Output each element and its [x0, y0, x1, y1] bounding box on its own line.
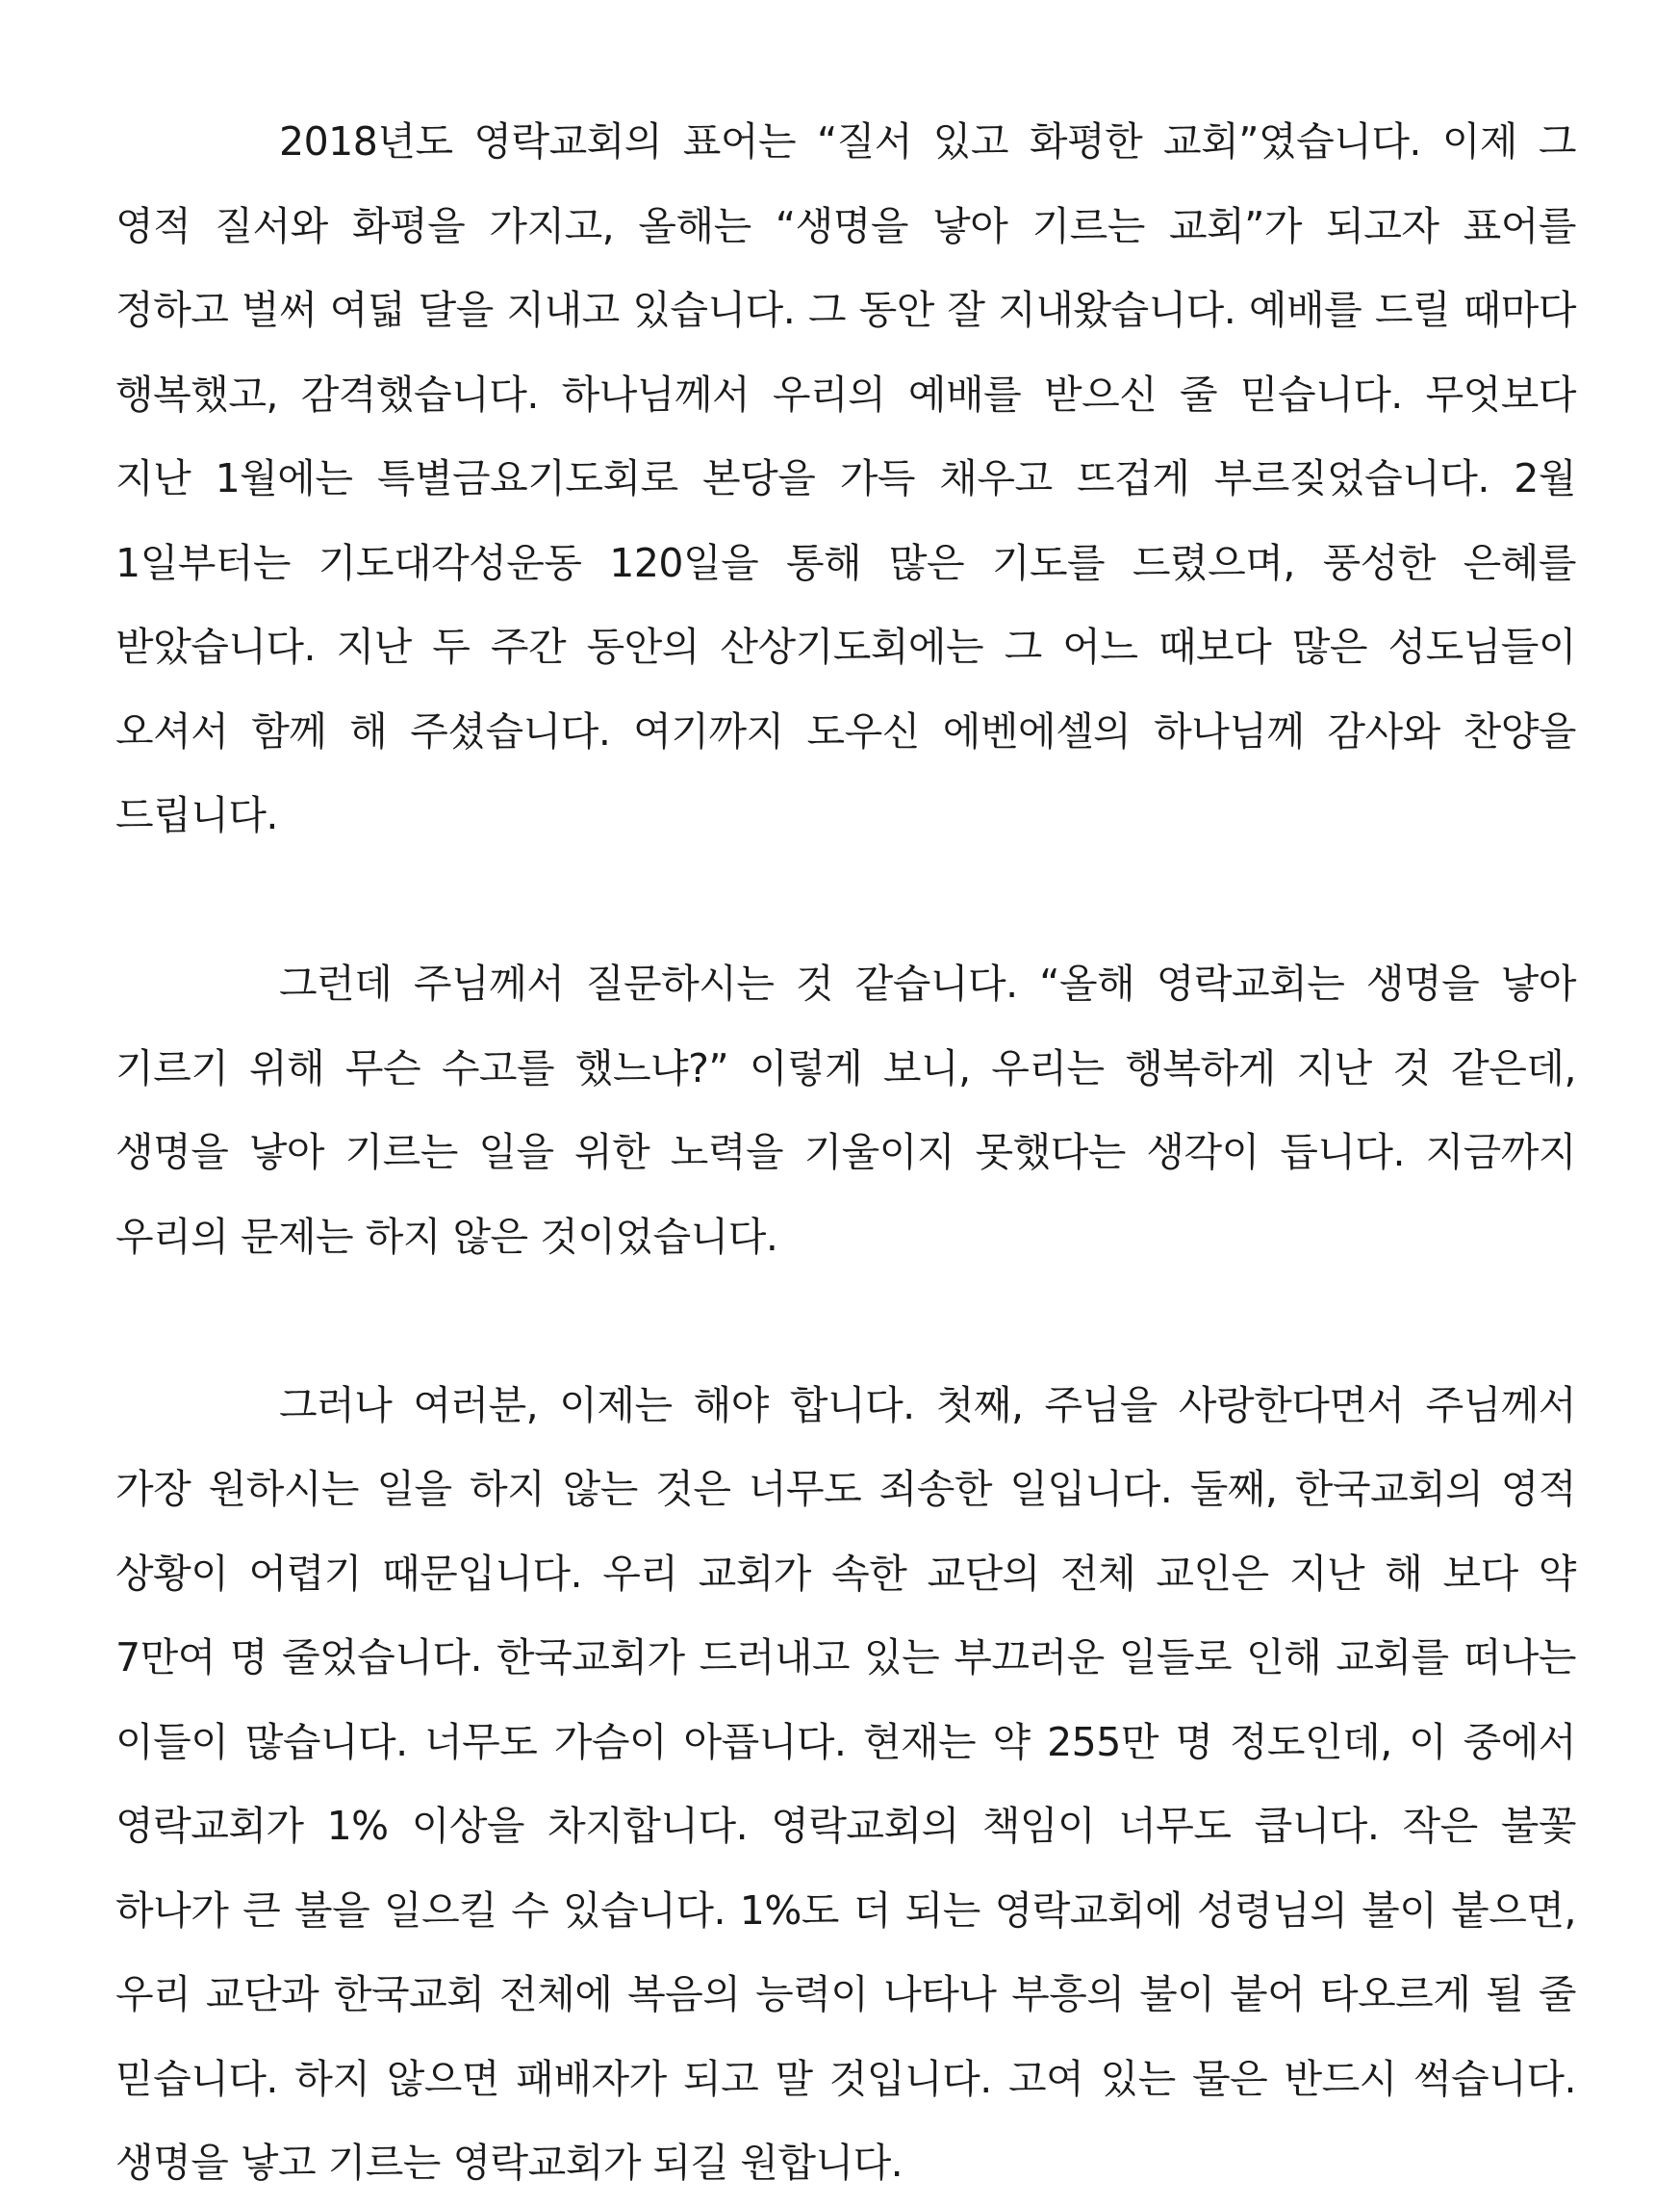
paragraph-1: 2018년도 영락교회의 표어는 “질서 있고 화평한 교회”였습니다. 이제 그 영적 질서와 화평을 가지고, 올해는 “생명을 낳아 기르는 교회”가 되고자 표어를 정하고 벌써 여덟 달을 지내고 있습니다. 그 동안 잘 지내왔습니다. 예배를 드릴 때마다 행복했고, 감격했습니다. 하나님께서 우리의 예배를 받으신 줄 믿습니다. 무엇보다 지난 1월에는 특별금요기도회로 본당을 가득 채우고 뜨겁게 부르짖었습니다. 2월 1일부터는 기도대각성운동 120일을 통해 많은 기도를 드렸으며, 풍성한 은혜를 받았습니다. 지난 두 주간 동안의 산상기도회에는 그 어느 때보다 많은 성도님들이 오셔서 함께 해 주셨습니다. 여기까지 도우신 에벤에셀의 하나님께 감사와 찬양을 드립니다. [115, 118, 1576, 838]
paragraph-2: 그런데 주님께서 질문하시는 것 같습니다. “올해 영락교회는 생명을 낳아 기르기 위해 무슨 수고를 했느냐?” 이렇게 보니, 우리는 행복하게 지난 것 같은데, 생명을 낳아 기르는 일을 위한 노력을 기울이지 못했다는 생각이 듭니다. 지금까지 우리의 문제는 하지 않은 것이었습니다. [115, 961, 1576, 1260]
document-page [115, 100, 1576, 2206]
paragraph-3: 그러나 여러분, 이제는 해야 합니다. 첫째, 주님을 사랑한다면서 주님께서 가장 원하시는 일을 하지 않는 것은 너무도 죄송한 일입니다. 둘째, 한국교회의 영적 상황이 어렵기 때문입니다. 우리 교회가 속한 교단의 전체 교인은 지난 해 보다 약 7만여 명 줄었습니다. 한국교회가 드러내고 있는 부끄러운 일들로 인해 교회를 떠나는 이들이 많습니다. 너무도 가슴이 아픕니다. 현재는 약 255만 명 정도인데, 이 중에서 영락교회가 1% 이상을 차지합니다. 영락교회의 책임이 너무도 큽니다. 작은 불꽃 하나가 큰 불을 일으킬 수 있습니다. 1%도 더 되는 영락교회에 성령님의 불이 붙으면, 우리 교단과 한국교회 전체에 복음의 능력이 나타나 부흥의 불이 붙어 타오르게 될 줄 믿습니다. 하지 않으면 패배자가 되고 말 것입니다. 고여 있는 물은 반드시 썩습니다. 생명을 낳고 기르는 영락교회가 되길 원합니다. [115, 1381, 1576, 2186]
